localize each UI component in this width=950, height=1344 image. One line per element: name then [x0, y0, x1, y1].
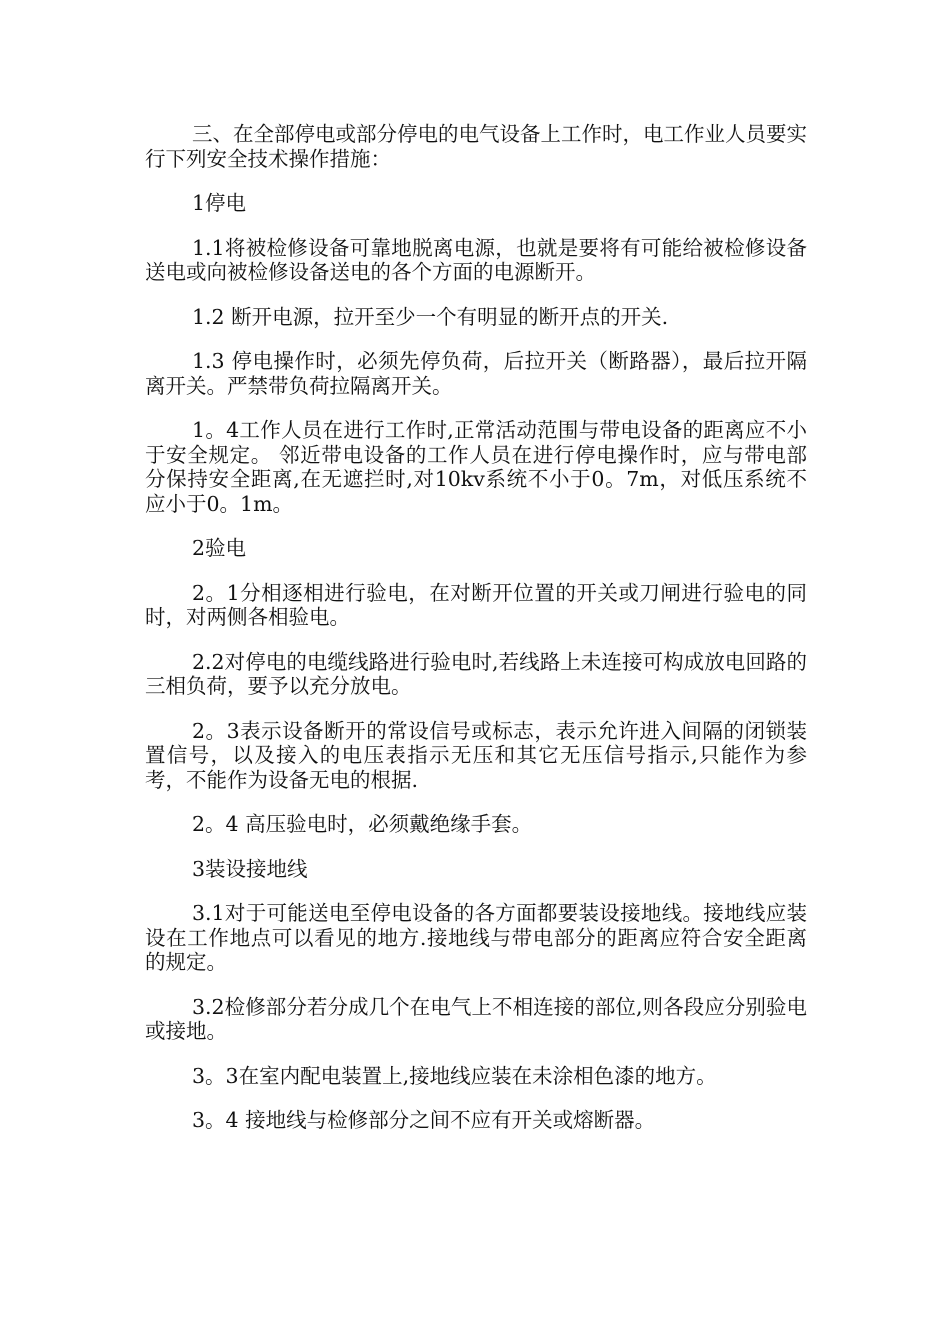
paragraph-2-3: 2。3表示设备断开的常设信号或标志，表示允许进入间隔的闭锁装置信号，以及接入的电压表指示无压和其它无压信号指示,只能作为参考，不能作为设备无电的根据.	[145, 718, 807, 792]
intro-paragraph: 三、在全部停电或部分停电的电气设备上工作时，电工作业人员要实行下列安全技术操作措施：	[145, 122, 807, 171]
paragraph-2-1: 2。1分相逐相进行验电，在对断开位置的开关或刀闸进行验电的同时，对两侧各相验电。	[145, 580, 807, 629]
paragraph-1-2: 1.2 断开电源，拉开至少一个有明显的断开点的开关.	[192, 304, 669, 329]
paragraph-3-2: 3.2检修部分若分成几个在电气上不相连接的部位,则各段应分别验电或接地。	[145, 994, 807, 1043]
paragraph-1-1: 1.1将被检修设备可靠地脱离电源，也就是要将有可能给被检修设备送电或向被检修设备送电的各个方面的电源断开。	[145, 235, 807, 284]
section-heading-power-off: 1停电	[192, 191, 247, 215]
document-body	[145, 122, 807, 1153]
paragraph-3-3: 3。3在室内配电装置上,接地线应装在未涂相色漆的地方。	[192, 1063, 717, 1088]
paragraph-3-4: 3。4 接地线与检修部分之间不应有开关或熔断器。	[192, 1108, 656, 1132]
section-heading-voltage-test: 2验电	[192, 536, 247, 560]
paragraph-1-4: 1。4工作人员在进行工作时,正常活动范围与带电设备的距离应不小于安全规定。 邻近带电设备的工作人员在进行停电操作时，应与带电部分保持安全距离,在无遮拦时,对10kv系统不小于0。7m，对低压系统不应小于0。1m。	[145, 418, 807, 516]
paragraph-3-1: 3.1对于可能送电至停电设备的各方面都要装设接地线。接地线应装设在工作地点可以看见的地方.接地线与带电部分的距离应符合安全距离的规定。	[145, 901, 807, 974]
section-heading-grounding: 3装设接地线	[192, 856, 308, 881]
paragraph-2-4: 2。4 高压验电时，必须戴绝缘手套。	[192, 812, 533, 836]
paragraph-1-3: 1.3 停电操作时，必须先停负荷，后拉开关（断路器），最后拉开隔离开关。严禁带负荷拉隔离开关。	[145, 349, 807, 398]
paragraph-2-2: 2.2对停电的电缆线路进行验电时,若线路上未连接可构成放电回路的三相负荷，要予以充分放电。	[145, 649, 807, 698]
